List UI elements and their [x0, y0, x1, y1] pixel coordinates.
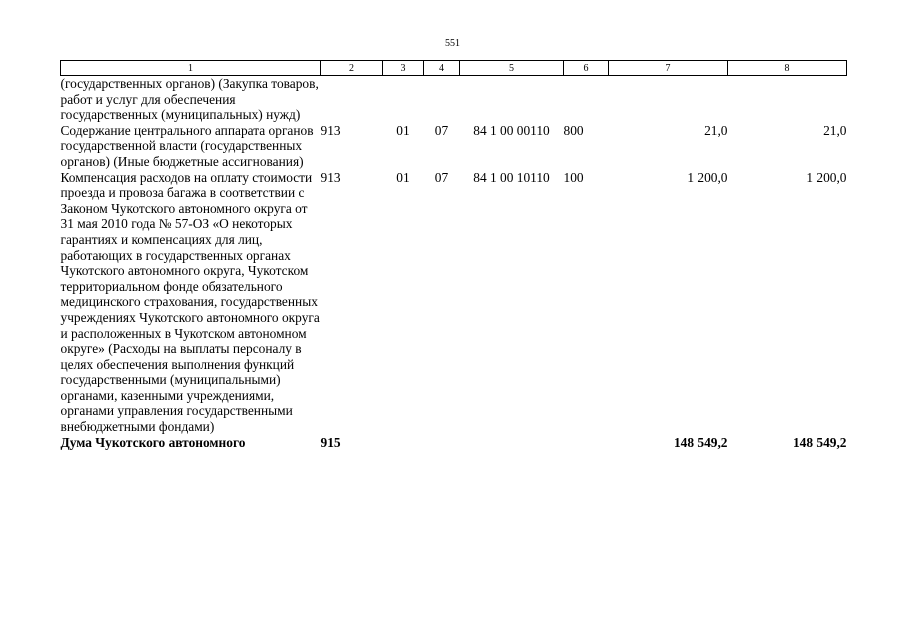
table-row	[61, 76, 847, 123]
table-row	[61, 123, 847, 170]
row-target: 84 1 00 10110	[473, 169, 550, 185]
row-ministry: 915	[320, 434, 341, 450]
row-target	[460, 435, 564, 451]
row-type	[564, 76, 609, 123]
row-sum-2: 148 549,2	[792, 434, 847, 450]
table-header-row	[61, 61, 847, 76]
row-sum-2	[728, 76, 847, 123]
row-subsection: 07	[434, 122, 449, 138]
column-header: 2	[321, 61, 383, 76]
row-type: 100	[563, 169, 584, 185]
row-ministry	[321, 76, 383, 123]
table-row	[61, 435, 847, 451]
column-header: 6	[564, 61, 609, 76]
row-type: 800	[563, 122, 584, 138]
row-subsection: 07	[434, 169, 449, 185]
row-section	[383, 435, 424, 451]
row-sum-1: 21,0	[704, 122, 728, 138]
column-header: 1	[61, 61, 321, 76]
row-section	[383, 76, 424, 123]
budget-table	[60, 60, 847, 450]
row-section: 01	[396, 122, 410, 138]
row-subsection	[424, 76, 460, 123]
row-name: Компенсация расходов на оплату стоимости проезда и провоза багажа в соответствии с Законом Чукотского автономного округа от 31 мая 2010 года № 57-ОЗ «О некоторых гарантиях и компенсациях для лиц, работающих в государственных органах Чукотского автономного округа, Чукотском территориальном фонде обязательного медицинского страхования, государственных учреждениях Чукотского автономного округа и расположенных в Чукотском автономном округе» (Расходы на выплаты персоналу в целях обеспечения выполнения функций государственными (муниципальными) органами, казенными учреждениями, органами управления государственными внебюджетными фондами)	[60, 169, 320, 435]
row-sum-1: 1 200,0	[687, 169, 728, 185]
row-target	[460, 76, 564, 123]
page-number: 551	[445, 38, 460, 49]
column-header: 4	[424, 61, 460, 76]
row-section: 01	[396, 169, 410, 185]
row-subsection	[424, 435, 460, 451]
row-ministry: 913	[320, 122, 341, 138]
column-header: 3	[383, 61, 424, 76]
table-row	[61, 170, 847, 435]
column-header: 5	[460, 61, 564, 76]
row-ministry: 913	[320, 169, 341, 185]
row-target: 84 1 00 00110	[473, 122, 550, 138]
row-name: Содержание центрального аппарата органов государственной власти (государственных органов) (Иные бюджетные ассигнования)	[60, 122, 314, 169]
column-header: 8	[728, 61, 847, 76]
row-sum-2: 1 200,0	[806, 169, 847, 185]
row-sum-1	[609, 76, 728, 123]
row-sum-2: 21,0	[823, 122, 847, 138]
row-name: Дума Чукотского автономного	[60, 434, 246, 450]
row-type	[564, 435, 609, 451]
column-header: 7	[609, 61, 728, 76]
row-name: (государственных органов) (Закупка товаров, работ и услуг для обеспечения государственных (муниципальных) нужд)	[60, 76, 319, 123]
row-sum-1: 148 549,2	[673, 434, 728, 450]
